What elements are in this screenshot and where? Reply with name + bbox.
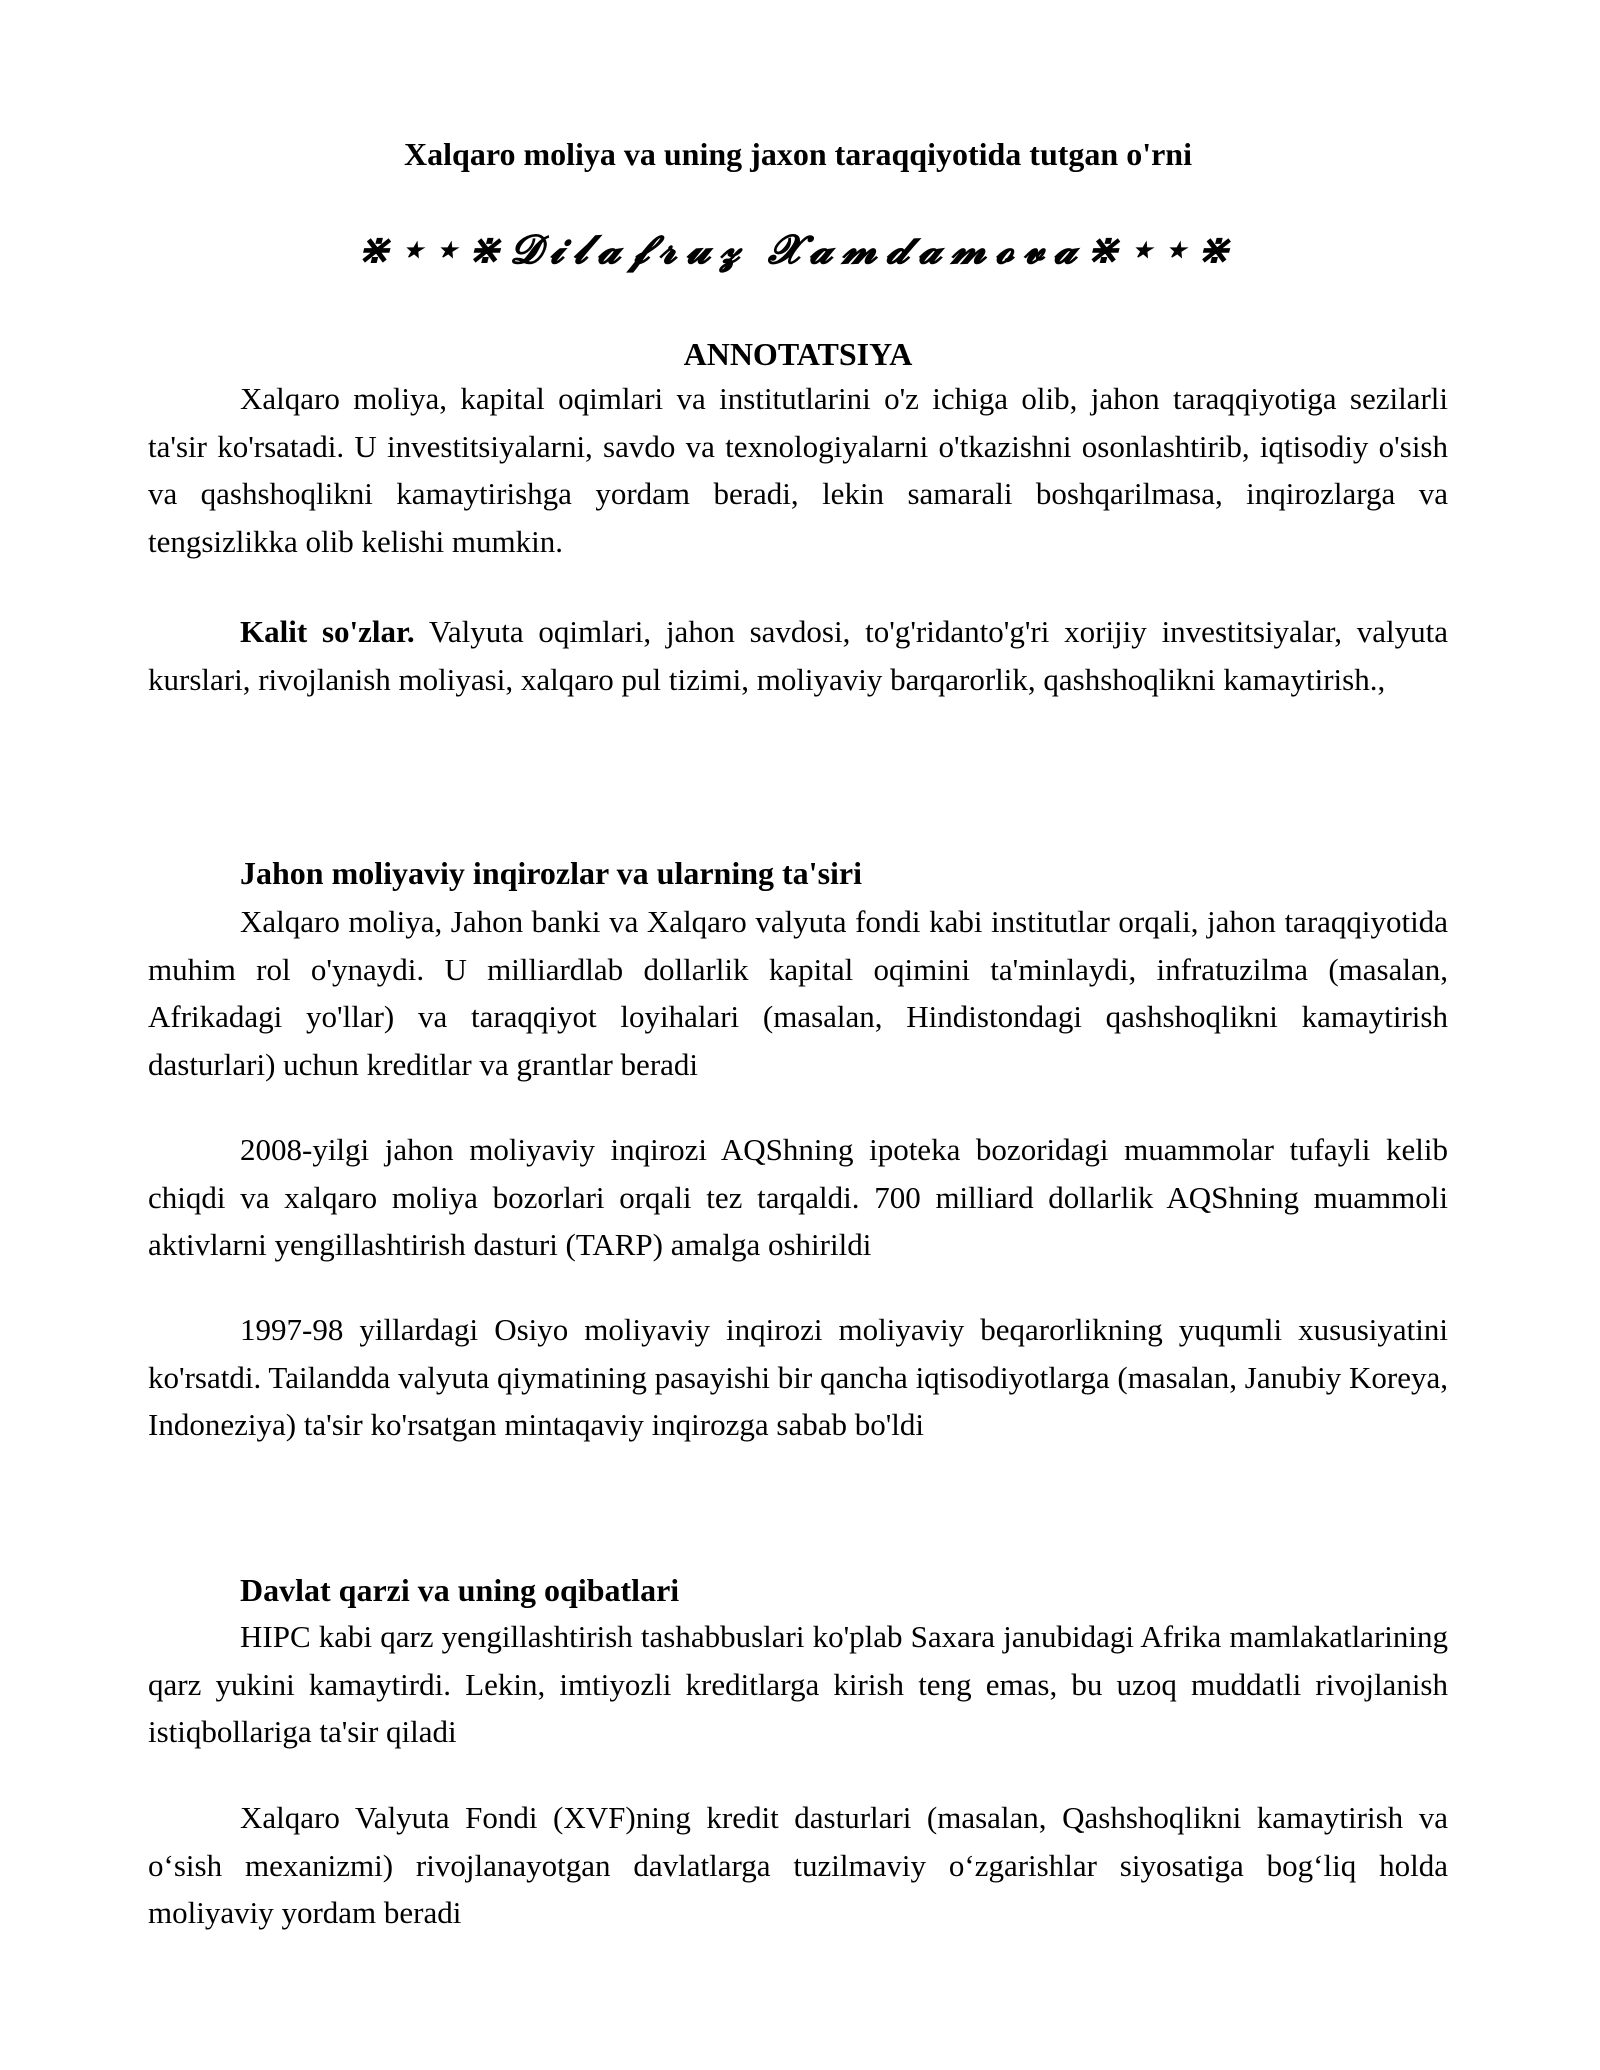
keywords-text: Valyuta oqimlari, jahon savdosi, to'g'ridanto'g'ri xorijiy investitsiyalar, valyuta kurslari, rivojlanish moliyasi, xalqaro pul tizimi, moliyaviy barqarorlik, qashshoqlikni kamaytirish., (148, 614, 1449, 697)
keywords-label: Kalit so'zlar. (240, 614, 415, 649)
debt-paragraph-2: Xalqaro Valyuta Fondi (XVF)ning kredit dasturlari (masalan, Qashshoqlikni kamaytirish va o‘sish mexanizmi) rivojlanayotgan davlatlarga tuzilmaviy o‘zgarishlar siyosatiga bog‘liq holda moliyaviy yordam beradi (148, 1800, 1448, 1930)
annotation-heading: ANNOTATSIYA (683, 336, 913, 372)
document-title: Xalqaro moliya va uning jaxon taraqqiyotida tutgan o'rni (404, 136, 1192, 172)
crises-paragraph-1: Xalqaro moliya, Jahon banki va Xalqaro valyuta fondi kabi institutlar orqali, jahon taraqqiyotida muhim rol o'ynaydi. U milliardlab dollarlik kapital oqimini ta'minlaydi, infratuzilma (masalan, Afrikadagi yo'llar) va taraqqiyot loyihalari (masalan, Hindistondagi qashshoqlikni kamaytirish dasturlari) uchun kreditlar va grantlar beradi (148, 904, 1448, 1082)
document-page (148, 0, 1448, 2070)
crises-paragraph-2: 2008-yilgi jahon moliyaviy inqirozi AQShning ipoteka bozoridagi muammolar tufayli kelib chiqdi va xalqaro moliya bozorlari orqali tez tarqaldi. 700 milliard dollarlik AQShning muammoli aktivlarni yengillashtirish dasturi (TARP) amalga oshirildi (148, 1132, 1448, 1262)
section-heading-debt: Davlat qarzi va uning oqibatlari (240, 1572, 680, 1608)
crises-paragraph-3: 1997-98 yillardagi Osiyo moliyaviy inqirozi moliyaviy beqarorlikning yuqumli xususiyatini ko'rsatdi. Tailandda valyuta qiymatining pasayishi bir qancha iqtisodiyotlarga (masalan, Janubiy Koreya, Indoneziya) ta'sir ko'rsatgan mintaqaviy inqirozga sabab bo'ldi (148, 1312, 1448, 1442)
debt-paragraph-1: HIPC kabi qarz yengillashtirish tashabbuslari ko'plab Saxara janubidagi Afrika mamlakatlarining qarz yukini kamaytirdi. Lekin, imtiyozli kreditlarga kirish teng emas, bu uzoq muddatli rivojlanish istiqbollariga ta'sir qiladi (148, 1619, 1448, 1749)
keywords-paragraph (148, 608, 1448, 703)
author-name: ⋇⋆⋆⋇𝓓𝓲𝓵𝓪𝓯𝓻𝓾𝔃 𝓧𝓪𝓶𝓭𝓪𝓶𝓸𝓿𝓪⋇⋆⋆⋇ (356, 227, 1240, 272)
section-heading-crises: Jahon moliyaviy inqirozlar va ularning ta'siri (240, 855, 862, 891)
annotation-paragraph: Xalqaro moliya, kapital oqimlari va institutlarini o'z ichiga olib, jahon taraqqiyotiga sezilarli ta'sir ko'rsatadi. U investitsiyalarni, savdo va texnologiyalarni o'tkazishni osonlashtirib, iqtisodiy o'sish va qashshoqlikni kamaytirishga yordam beradi, lekin samarali boshqarilmasa, inqirozlarga va tengsizlikka olib kelishi mumkin. (148, 381, 1448, 559)
